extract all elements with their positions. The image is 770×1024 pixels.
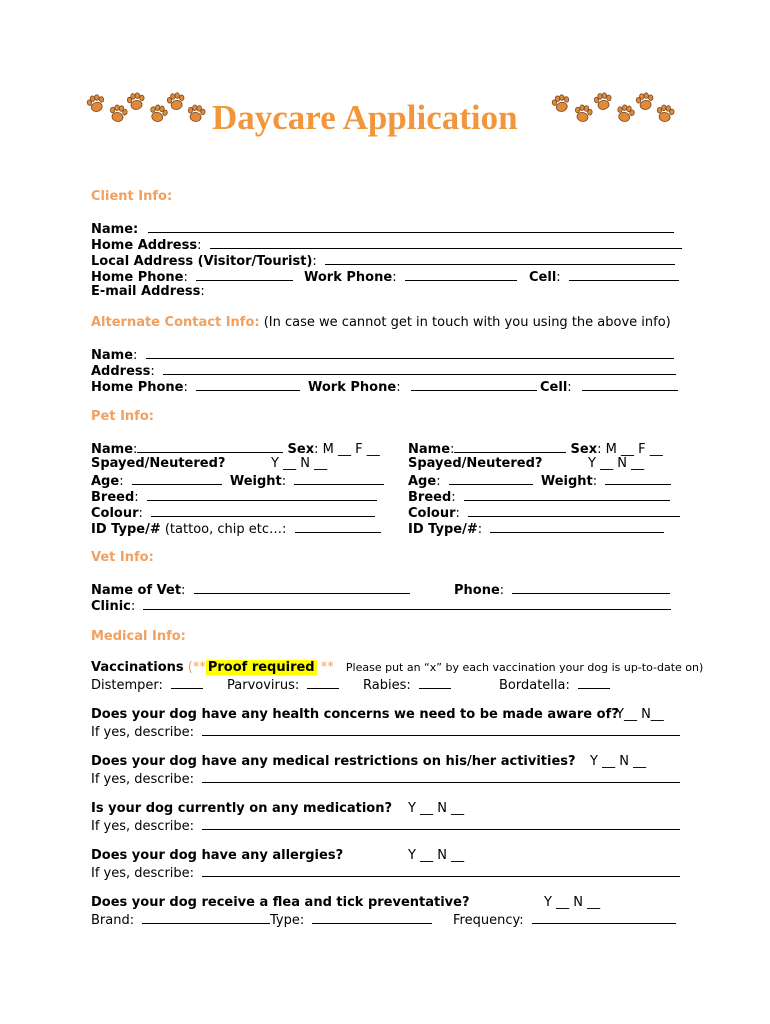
pet2-sex-options[interactable]: : M __ F __: [597, 442, 663, 457]
pet2-breed-field[interactable]: [464, 488, 670, 501]
client-local-address-row: Local Address (Visitor/Tourist):: [91, 252, 675, 270]
alternate-contact-note: (In case we cannot get in touch with you using the above info): [263, 315, 671, 330]
flea-tick-yn[interactable]: Y __ N __: [544, 895, 601, 910]
vet-info-heading: Vet Info:: [91, 550, 154, 565]
parvovirus-field[interactable]: [307, 676, 339, 689]
pet1-name-label: Name: [91, 442, 134, 457]
vaccine-bordatella: [499, 676, 610, 694]
alternate-contact-heading-row: [91, 315, 671, 331]
stars-close: **: [316, 660, 334, 675]
rabies-label: Rabies:: [363, 678, 411, 693]
allergies-describe-field[interactable]: [202, 864, 680, 877]
vet-phone-field[interactable]: [512, 581, 670, 594]
flea-tick-brand-row: [91, 911, 270, 929]
pet1-id-row: [91, 520, 381, 538]
frequency-label: Frequency:: [453, 913, 524, 928]
client-home-address-field[interactable]: [210, 236, 682, 249]
pet2-id-label: ID Type/#: [408, 522, 478, 537]
client-local-address-field[interactable]: [325, 252, 675, 265]
medication-describe-field[interactable]: [202, 817, 680, 830]
paw-print-icon: [164, 90, 188, 114]
pet2-age-field[interactable]: [449, 472, 533, 485]
rabies-field[interactable]: [419, 676, 451, 689]
brand-label: Brand:: [91, 913, 135, 928]
describe-label: If yes, describe:: [91, 866, 195, 881]
vet-clinic-field[interactable]: [143, 597, 671, 610]
vet-phone-label: Phone: [454, 583, 500, 598]
type-field[interactable]: [312, 911, 432, 924]
pet2-age-label: Age: [408, 474, 437, 489]
alt-home-phone-field[interactable]: [196, 378, 300, 391]
pet1-age-row: Age: Weight:: [91, 472, 384, 490]
client-email-row: E-mail Address:: [91, 284, 205, 299]
alt-work-phone-field[interactable]: [411, 378, 537, 391]
alt-address-label: Address: [91, 364, 151, 379]
client-home-address-row: Home Address:: [91, 236, 682, 254]
medication-describe-row: [91, 817, 680, 835]
client-info-heading: Client Info:: [91, 189, 173, 204]
paw-print-icon: [591, 90, 614, 113]
medical-restrictions-describe-row: [91, 770, 680, 788]
question-medical-restrictions: Does your dog have any medical restrictions on his/her activities?: [91, 754, 576, 769]
distemper-field[interactable]: [171, 676, 203, 689]
pet2-name-label: Name: [408, 442, 451, 457]
vaccinations-note: Please put an “x” by each vaccination your dog is up-to-date on): [345, 661, 704, 674]
vaccinations-label: Vaccinations: [91, 660, 184, 675]
alt-address-field[interactable]: [163, 362, 676, 375]
alt-name-field[interactable]: [146, 346, 674, 359]
parvovirus-label: Parvovirus:: [227, 678, 300, 693]
vaccine-distemper: [91, 676, 203, 694]
pet2-id-row: ID Type/#:: [408, 520, 664, 538]
alt-cell-field[interactable]: [582, 378, 678, 391]
alt-home-phone-label: Home Phone: [91, 380, 184, 395]
paw-print-icon: [549, 92, 573, 116]
client-name-field[interactable]: [148, 220, 674, 233]
flea-tick-type-row: [270, 911, 432, 929]
client-work-phone-row: Work Phone:: [304, 268, 517, 286]
pet1-id-label: ID Type/#: [91, 522, 161, 537]
client-cell-field[interactable]: [569, 268, 679, 281]
pet2-breed-label: Breed: [408, 490, 452, 505]
page-title: Daycare Application: [212, 98, 518, 137]
proof-required-badge: Proof required: [207, 660, 315, 675]
client-home-phone-field[interactable]: [196, 268, 293, 281]
pet1-spayed-row: [91, 456, 328, 472]
pet2-sex-label: Sex: [570, 442, 598, 457]
pet1-name-field[interactable]: [137, 440, 283, 453]
pet2-spayed-label: Spayed/Neutered?: [408, 456, 543, 471]
alt-home-phone-row: Home Phone:: [91, 378, 300, 396]
stars-open: (**: [187, 660, 206, 675]
paw-print-icon: [633, 90, 657, 114]
type-label: Type:: [270, 913, 305, 928]
alt-cell-label: Cell: [540, 380, 568, 395]
pet1-id-field[interactable]: [295, 520, 381, 533]
client-work-phone-label: Work Phone: [304, 270, 393, 285]
alt-work-phone-label: Work Phone: [308, 380, 397, 395]
describe-label: If yes, describe:: [91, 725, 195, 740]
pet1-spayed-options[interactable]: Y __ N __: [271, 456, 328, 471]
medical-info-heading: Medical Info:: [91, 629, 186, 644]
pet2-age-row: Age: Weight:: [408, 472, 671, 490]
flea-tick-frequency-row: [453, 911, 676, 929]
pet2-weight-label: Weight: [540, 474, 593, 489]
client-home-address-label: Home Address: [91, 238, 198, 253]
pet1-sex-label: Sex: [287, 442, 315, 457]
pet2-spayed-options[interactable]: Y __ N __: [588, 456, 645, 471]
pet-info-heading: Pet Info:: [91, 409, 154, 424]
pet1-weight-label: Weight: [229, 474, 282, 489]
pet2-weight-field[interactable]: [605, 472, 671, 485]
vet-phone-row: Phone:: [454, 581, 670, 599]
client-name-label: Name:: [91, 222, 139, 237]
pet2-breed-row: Breed:: [408, 488, 670, 506]
pet1-weight-field[interactable]: [294, 472, 384, 485]
pet1-breed-field[interactable]: [147, 488, 377, 501]
question-medication: Is your dog currently on any medication?: [91, 801, 393, 816]
alt-name-row: Name:: [91, 346, 674, 364]
vet-clinic-row: Clinic:: [91, 597, 671, 615]
pet1-breed-row: Breed:: [91, 488, 377, 506]
paw-print-icon: [84, 92, 108, 116]
medical-restrictions-describe-field[interactable]: [202, 770, 680, 783]
allergies-yn[interactable]: Y __ N __: [408, 848, 465, 863]
medication-yn[interactable]: Y __ N __: [408, 801, 465, 816]
health-concerns-describe-row: [91, 723, 680, 741]
pet1-spayed-label: Spayed/Neutered?: [91, 456, 226, 471]
client-phones-row: Home Phone:: [91, 268, 293, 286]
pet2-id-field[interactable]: [490, 520, 664, 533]
alt-cell-row: Cell:: [540, 378, 678, 396]
alternate-contact-heading: Alternate Contact Info:: [91, 315, 260, 330]
client-home-phone-label: Home Phone: [91, 270, 184, 285]
paw-print-icon: [654, 103, 677, 126]
vaccine-parvovirus: [227, 676, 339, 694]
brand-field[interactable]: [142, 911, 270, 924]
describe-label: If yes, describe:: [91, 819, 195, 834]
paw-print-icon: [185, 103, 208, 126]
paw-print-icon: [124, 90, 147, 113]
vaccinations-row: [91, 660, 703, 676]
vet-clinic-label: Clinic: [91, 599, 131, 614]
pet1-name-row: Name: Sex: M __ F __: [91, 442, 380, 457]
pet1-colour-field[interactable]: [151, 504, 375, 517]
vet-name-label: Name of Vet: [91, 583, 182, 598]
question-health-concerns: Does your dog have any health concerns we need to be made aware of?: [91, 707, 619, 722]
medical-restrictions-yn[interactable]: Y __ N __: [590, 754, 647, 769]
pet1-id-note: (tattoo, chip etc…:: [164, 522, 287, 537]
pet1-age-label: Age: [91, 474, 120, 489]
pet2-colour-row: Colour:: [408, 504, 680, 522]
health-concerns-describe-field[interactable]: [202, 723, 680, 736]
vet-name-row: Name of Vet:: [91, 581, 410, 599]
client-work-phone-field[interactable]: [405, 268, 517, 281]
pet1-sex-options[interactable]: : M __ F __: [314, 442, 380, 457]
question-allergies: Does your dog have any allergies?: [91, 848, 344, 863]
describe-label: If yes, describe:: [91, 772, 195, 787]
client-cell-label: Cell: [529, 270, 557, 285]
vet-name-field[interactable]: [194, 581, 410, 594]
client-email-label: E-mail Address: [91, 284, 201, 299]
frequency-field[interactable]: [532, 911, 676, 924]
client-cell-row: Cell:: [529, 268, 679, 286]
paw-print-icon: [613, 102, 637, 126]
pet2-colour-field[interactable]: [468, 504, 680, 517]
allergies-describe-row: [91, 864, 680, 882]
alt-name-label: Name: [91, 348, 134, 363]
bordatella-label: Bordatella:: [499, 678, 570, 693]
pet1-colour-label: Colour: [91, 506, 139, 521]
pet2-colour-label: Colour: [408, 506, 456, 521]
question-flea-tick: Does your dog receive a flea and tick preventative?: [91, 895, 470, 910]
paw-print-icon: [571, 102, 594, 125]
alt-work-phone-row: Work Phone:: [308, 378, 537, 396]
pet1-age-field[interactable]: [132, 472, 222, 485]
health-concerns-yn[interactable]: Y__ N__: [616, 707, 664, 722]
distemper-label: Distemper:: [91, 678, 163, 693]
pet2-name-field[interactable]: [454, 440, 566, 453]
pet2-spayed-row: [408, 456, 645, 472]
alt-address-row: Address:: [91, 362, 676, 380]
bordatella-field[interactable]: [578, 676, 610, 689]
pet1-colour-row: Colour:: [91, 504, 375, 522]
pet1-breed-label: Breed: [91, 490, 135, 505]
vaccine-rabies: [363, 676, 451, 694]
client-local-address-label: Local Address (Visitor/Tourist): [91, 254, 313, 269]
pet2-name-row: Name: Sex: M __ F __: [408, 442, 663, 457]
